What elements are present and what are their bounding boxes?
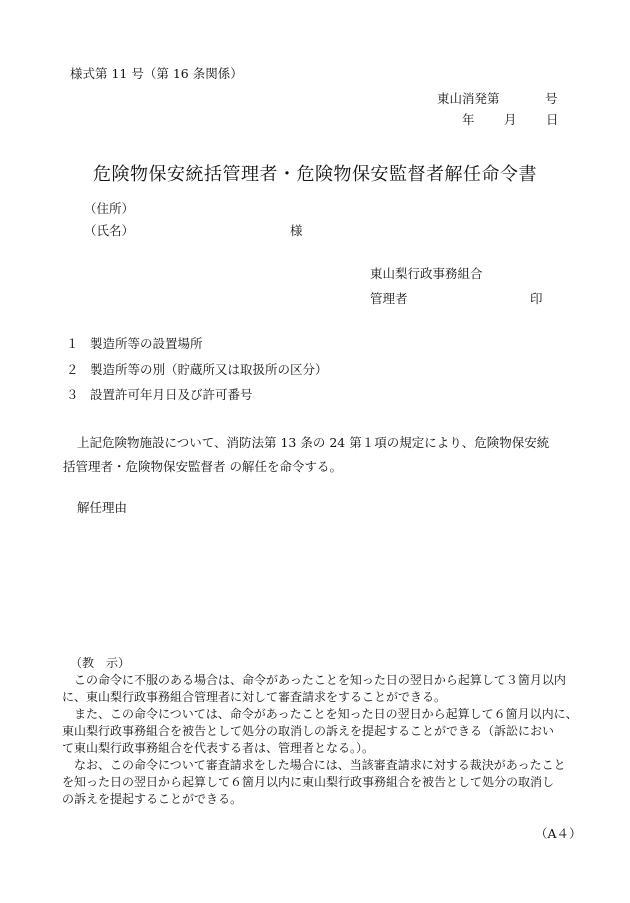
issuer-organization: 東山梨行政事務組合 bbox=[370, 266, 483, 281]
order-statement-line: 括管理者・危険物保安監督者 の解任を命令する。 bbox=[63, 459, 342, 474]
seal-mark: 印 bbox=[530, 291, 543, 306]
page-title: 危険物保安統括管理者・危険物保安監督者解任命令書 bbox=[93, 164, 537, 185]
paper-size-mark: （A４） bbox=[535, 826, 582, 841]
list-item-number: ２ bbox=[66, 362, 79, 377]
list-item-text: 製造所等の別（貯蔵所又は取扱所の区分） bbox=[90, 362, 328, 377]
recipient-address-label: （住所） bbox=[84, 201, 135, 216]
appeal-notice-line: この命令に不服のある場合は、命令があったことを知った日の翌日から起算して３箇月以内 bbox=[62, 673, 566, 687]
appeal-notice-line: に、東山梨行政事務組合管理者に対して審査請求をすることができる。 bbox=[62, 690, 447, 704]
appeal-notice bbox=[62, 655, 592, 808]
date-year: 年 bbox=[462, 112, 475, 127]
appeal-notice-line: て東山梨行政事務組合を代表する者は、管理者となる。）。 bbox=[62, 741, 375, 755]
appeal-notice-line: なお、この命令について審査請求をした場合には、当該審査請求に対する裁決があったこと bbox=[62, 758, 566, 772]
document-number bbox=[437, 91, 567, 106]
list-item-text: 設置許可年月日及び許可番号 bbox=[90, 387, 253, 402]
dismissal-reason-label: 解任理由 bbox=[77, 500, 128, 515]
form-number: 様式第 11 号（第 16 条関係） bbox=[70, 66, 243, 81]
list-item-number: ３ bbox=[66, 387, 79, 402]
appeal-notice-heading: （教 示） bbox=[70, 656, 131, 670]
date-day: 日 bbox=[546, 112, 559, 127]
document-number-prefix: 東山消発第 bbox=[437, 91, 500, 106]
document-number-suffix: 号 bbox=[545, 91, 558, 106]
appeal-notice-line: 東山梨行政事務組合を被告として処分の取消しの訴えを提起することができる（訴訟におい bbox=[62, 724, 555, 738]
appeal-notice-line: の訴えを提起することができる。 bbox=[62, 792, 243, 806]
recipient-name-label: （氏名） bbox=[84, 223, 135, 238]
issuer-title: 管理者 bbox=[370, 291, 408, 306]
list-item-number: １ bbox=[66, 336, 79, 351]
date-month: 月 bbox=[504, 112, 517, 127]
order-statement-line: 上記危険物施設について、消防法第 13 条の 24 第１項の規定により、危険物保安統 bbox=[77, 435, 550, 450]
order-statement bbox=[63, 431, 593, 479]
appeal-notice-line: また、この命令については、命令があったことを知った日の翌日から起算して６箇月以内に、 bbox=[62, 707, 578, 721]
list-item-text: 製造所等の設置場所 bbox=[90, 336, 203, 351]
recipient-honorific: 様 bbox=[290, 223, 303, 238]
appeal-notice-line: を知った日の翌日から起算して６箇月以内に東山梨行政事務組合を被告として処分の取消し bbox=[62, 775, 555, 789]
